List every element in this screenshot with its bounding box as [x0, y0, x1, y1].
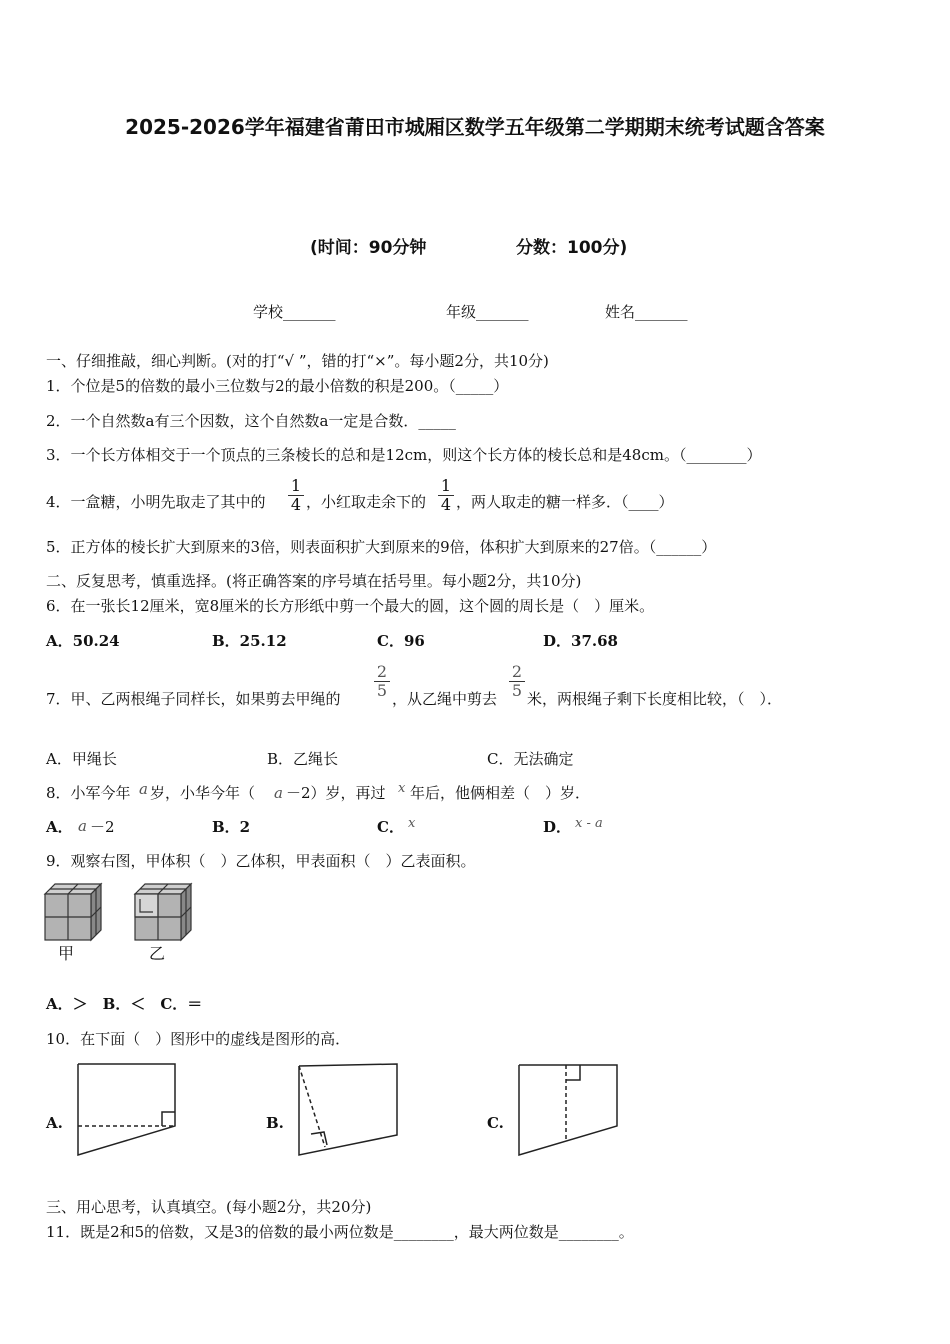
question-2: 2．一个自然数a有三个因数，这个自然数a一定是合数．_____: [46, 412, 456, 430]
question-7-part3: 米，两根绳子剩下长度相比较，（ ）．: [527, 690, 783, 708]
question-6: 6．在一张长12厘米，宽8厘米的长方形纸中剪一个最大的圆，这个圆的周长是（ ）厘米。: [46, 597, 655, 615]
trapezoid-figure-c: [514, 1060, 624, 1160]
question-8-part4: 年后，他俩相差（ ）岁．: [410, 784, 591, 802]
q8-option-a-value: －2: [90, 818, 115, 836]
q6-option-b: B．25.12: [212, 632, 287, 650]
question-4-part3: ，两人取走的糖一样多．（____）: [456, 493, 674, 511]
trapezoid-figure-a: [72, 1060, 180, 1160]
q8-option-c-label: C．: [377, 818, 404, 836]
fraction-one-quarter: [288, 478, 304, 513]
fraction-numerator: 2: [374, 664, 390, 682]
q6-option-d: D．37.68: [543, 632, 618, 650]
fraction-numerator: 1: [438, 478, 454, 496]
cube-figure-yi: [132, 880, 194, 944]
q8-option-b: B．2: [212, 818, 251, 836]
exam-time: (时间：90分钟: [310, 238, 427, 258]
question-5: 5．正方体的棱长扩大到原来的3倍，则表面积扩大到原来的9倍，体积扩大到原来的27倍。（______）: [46, 538, 717, 556]
q8-option-d-value: x - a: [575, 816, 603, 831]
q8-option-a-label: A．: [46, 818, 73, 836]
section2-heading: 二、反复思考，慎重选择。(将正确答案的序号填在括号里。每小题2分，共10分): [46, 572, 582, 590]
question-10: 10．在下面（ ）图形中的虚线是图形的高．: [46, 1030, 351, 1048]
fraction-numerator: 1: [288, 478, 304, 496]
page-title: 2025-2026学年福建省莆田市城厢区数学五年级第二学期期末统考试题含答案: [125, 115, 825, 139]
question-9: 9．观察右图，甲体积（ ）乙体积，甲表面积（ ）乙表面积。: [46, 852, 476, 870]
q10-option-b: B.: [266, 1114, 284, 1132]
fraction-numerator: 2: [509, 664, 525, 682]
fraction-two-fifths: [374, 664, 390, 699]
trapezoid-figure-b: [294, 1060, 404, 1160]
var-x: x: [408, 816, 416, 831]
q7-option-a: A．甲绳长: [46, 750, 117, 768]
q7-option-c: C．无法确定: [487, 750, 574, 768]
question-3: 3．一个长方体相交于一个顶点的三条棱长的总和是12cm，则这个长方体的棱长总和是48cm。（________）: [46, 446, 762, 464]
question-4-part1: 4．一盒糖，小明先取走了其中的: [46, 493, 266, 511]
var-a: a: [274, 784, 283, 802]
q6-option-c: C．96: [377, 632, 425, 650]
exam-score: 分数：100分): [516, 238, 628, 258]
q7-option-b: B．乙绳长: [267, 750, 339, 768]
fraction-one-quarter: [438, 478, 454, 513]
q8-option-d-label: D．: [543, 818, 572, 836]
fraction-denominator: 4: [440, 495, 452, 514]
question-7-part1: 7．甲、乙两根绳子同样长，如果剪去甲绳的: [46, 690, 341, 708]
q6-option-a: A．50.24: [46, 632, 120, 650]
section1-heading: 一、仔细推敲，细心判断。(对的打“√ ”，错的打“×”。每小题2分，共10分): [46, 352, 549, 370]
question-8-part3: －2）岁，再过: [286, 784, 386, 802]
question-8-part2: 岁，小华今年（: [150, 784, 256, 802]
fraction-two-fifths: [509, 664, 525, 699]
fraction-denominator: 5: [376, 681, 388, 700]
var-a: a: [139, 780, 148, 798]
section3-heading: 三、用心思考，认真填空。(每小题2分，共20分): [46, 1198, 372, 1216]
fraction-denominator: 5: [511, 681, 523, 700]
question-1: 1．个位是5的倍数的最小三位数与2的最小倍数的积是200。（_____）: [46, 377, 509, 395]
label-yi: 乙: [149, 944, 166, 963]
q9-options: A．＞ B．＜ C．＝: [46, 995, 203, 1013]
grade-field[interactable]: 年级_______: [446, 303, 529, 321]
name-field[interactable]: 姓名_______: [605, 303, 688, 321]
question-4-part2: ，小红取走余下的: [306, 493, 427, 511]
q10-option-c: C.: [487, 1114, 504, 1132]
question-8-part1: 8．小军今年: [46, 784, 131, 802]
fraction-denominator: 4: [290, 495, 302, 514]
var-x: x: [398, 781, 406, 796]
question-7-part2: ，从乙绳中剪去: [392, 690, 498, 708]
cube-figure-jia: [42, 880, 104, 944]
q10-option-a: A.: [46, 1114, 63, 1132]
school-field[interactable]: 学校_______: [253, 303, 336, 321]
var-a: a: [78, 817, 87, 835]
question-11: 11．既是2和5的倍数，又是3的倍数的最小两位数是________，最大两位数是________。: [46, 1223, 634, 1241]
label-jia: 甲: [58, 944, 75, 963]
